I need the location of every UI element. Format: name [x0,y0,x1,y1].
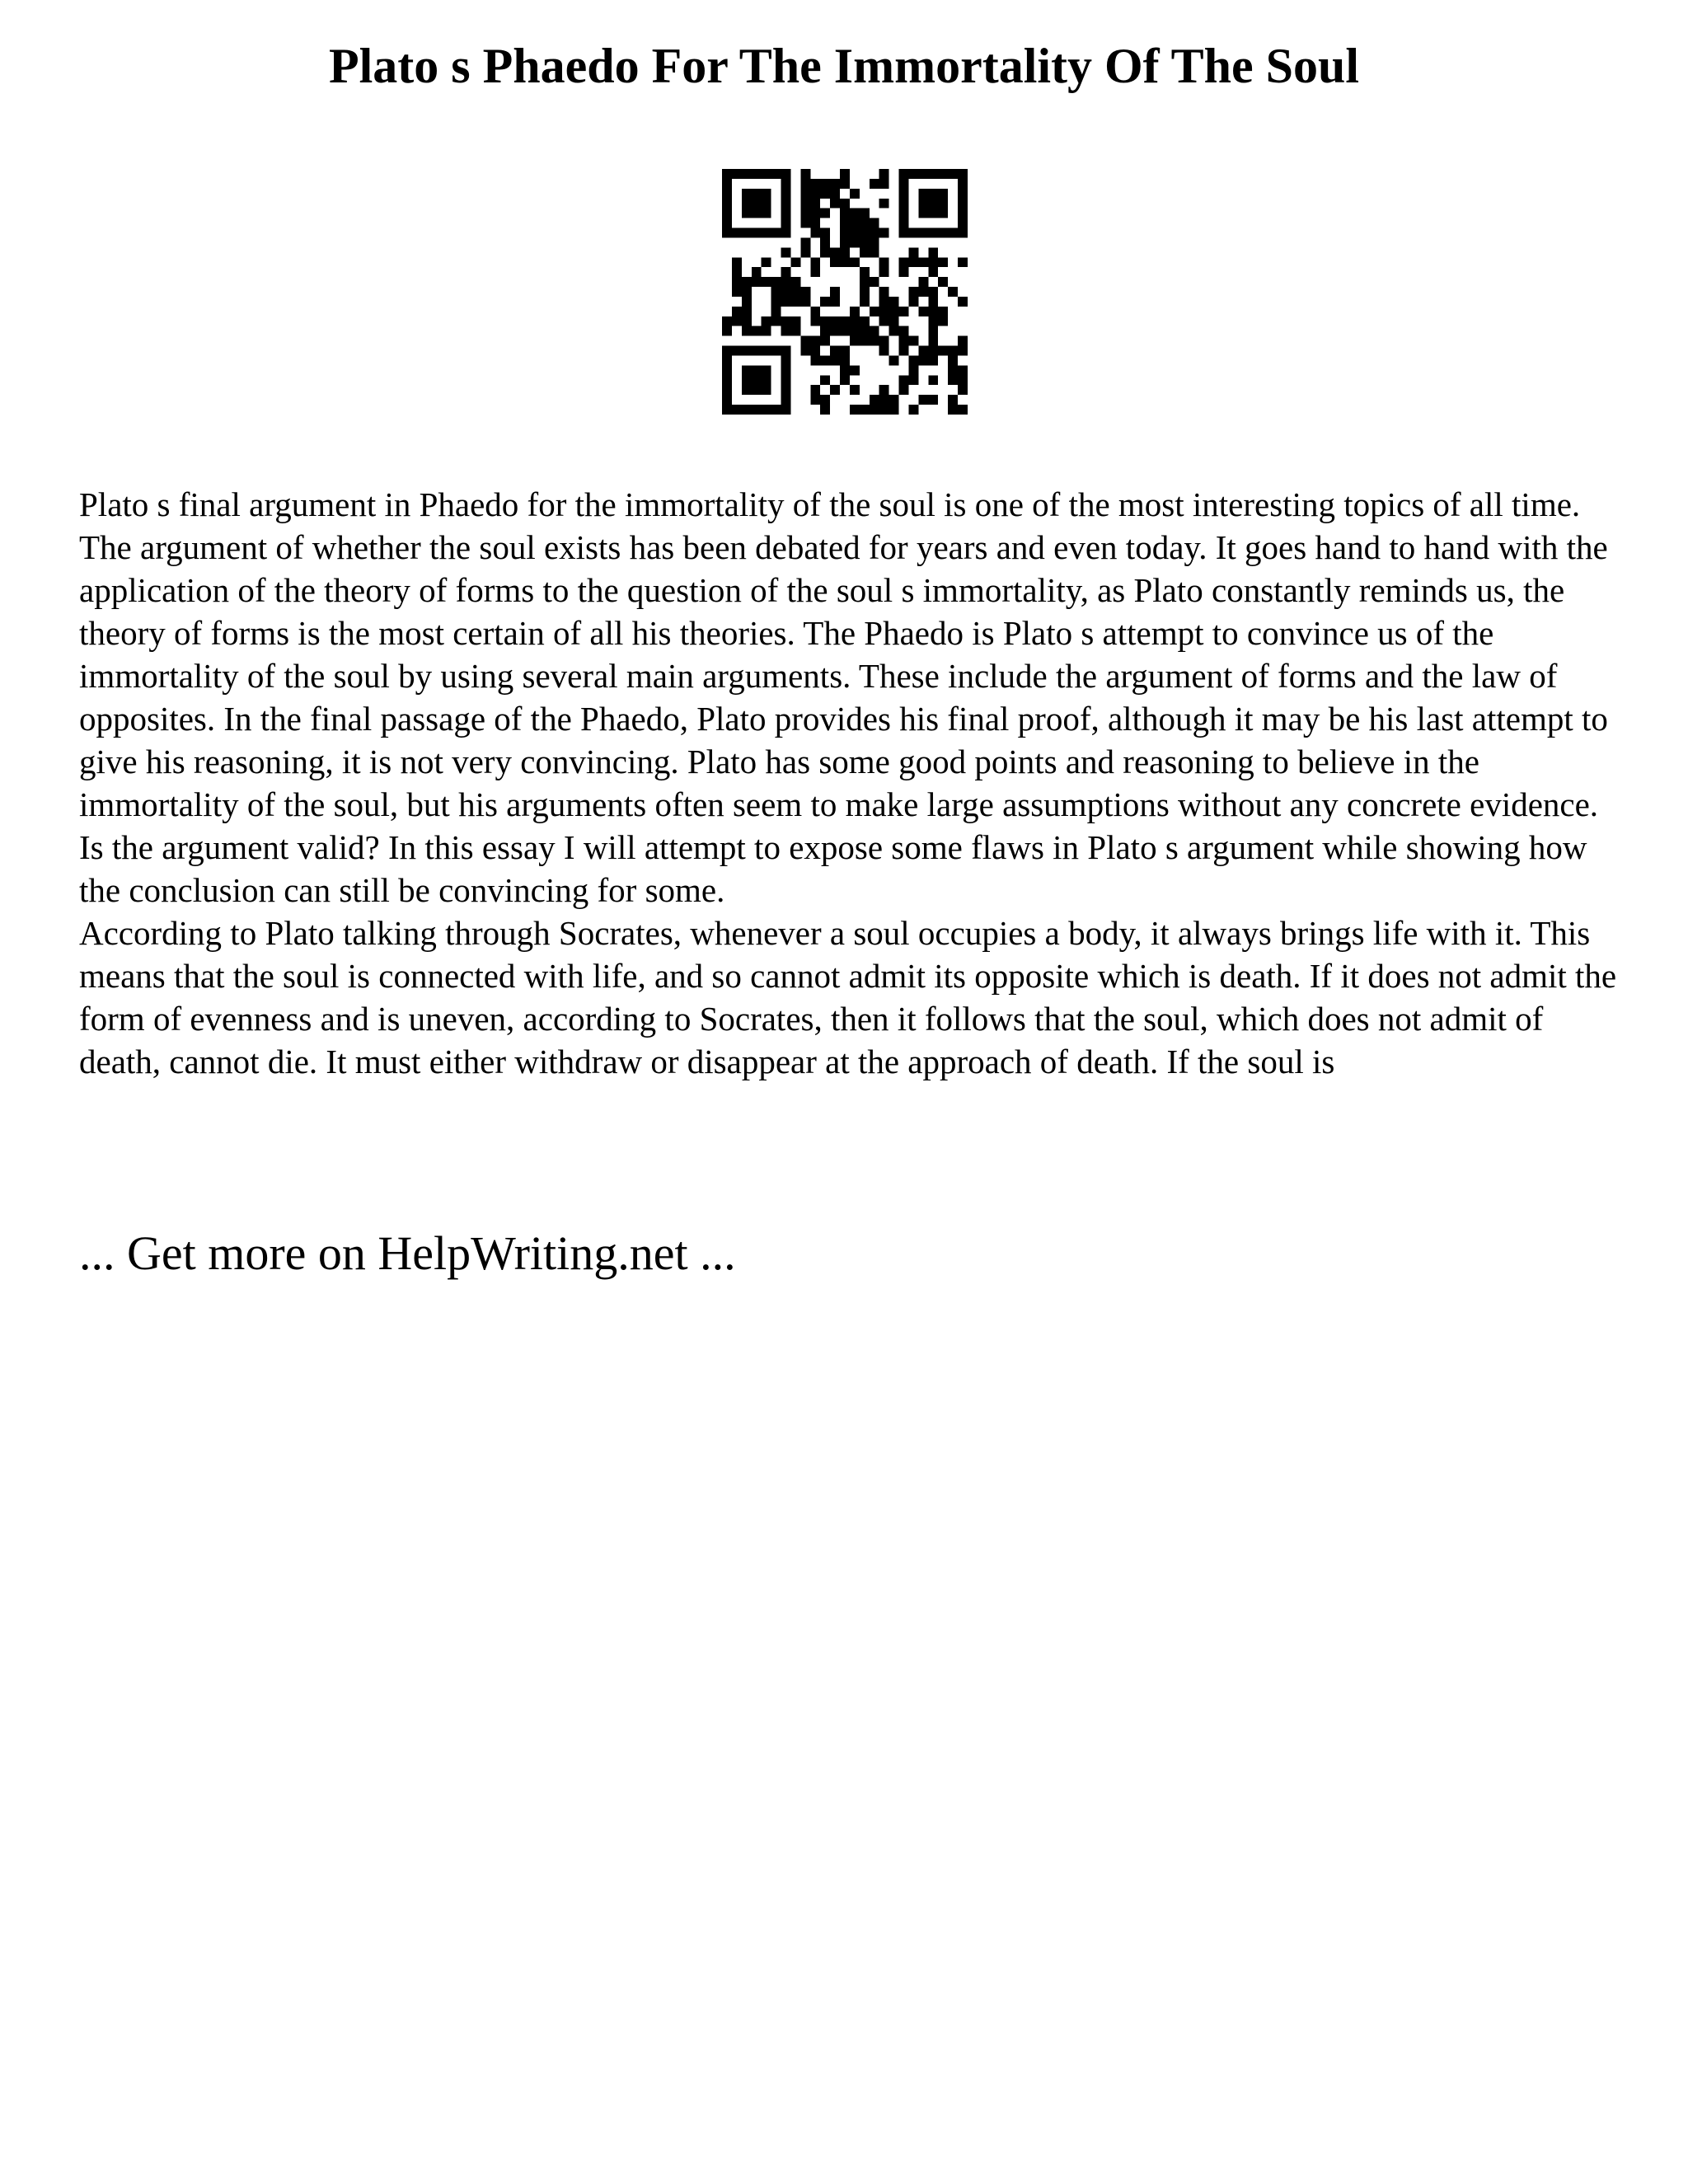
qr-code-icon [722,169,968,415]
essay-paragraph-2: According to Plato talking through Socrates, whenever a soul occupies a body, it always brings life with it. This means that the soul is connected with life, and so cannot admit its opposite which is death. If it does not admit the form of evenness and is uneven, according to Socrates, then it follows that the soul, which does not admit of death, cannot die. It must either withdraw or disappear at the approach of death. If the soul is [79,914,1617,1080]
essay-body [79,483,1629,1083]
essay-paragraph-1: Plato s final argument in Phaedo for the immortality of the soul is one of the most interesting topics of all time. The argument of whether the soul exists has been debated for years and even today. It goes hand to hand with the application of the theory of forms to the question of the soul s immortality, as Plato constantly reminds us, the theory of forms is the most certain of all his theories. The Phaedo is Plato s attempt to convince us of the immortality of the soul by using several main arguments. These include the argument of forms and the law of opposites. In the final passage of the Phaedo, Plato provides his final proof, although it may be his last attempt to give his reasoning, it is not very convincing. Plato has some good points and reasoning to believe in the immortality of the soul, but his arguments often seem to make large assumptions without any concrete evidence. Is the argument valid? In this essay I will attempt to expose some flaws in Plato s argument while showing how the conclusion can still be convincing for some. [79,485,1608,909]
page-title: Plato s Phaedo For The Immortality Of The Soul [328,39,1360,93]
get-more-link[interactable]: ... Get more on HelpWriting.net ... [79,1226,736,1280]
